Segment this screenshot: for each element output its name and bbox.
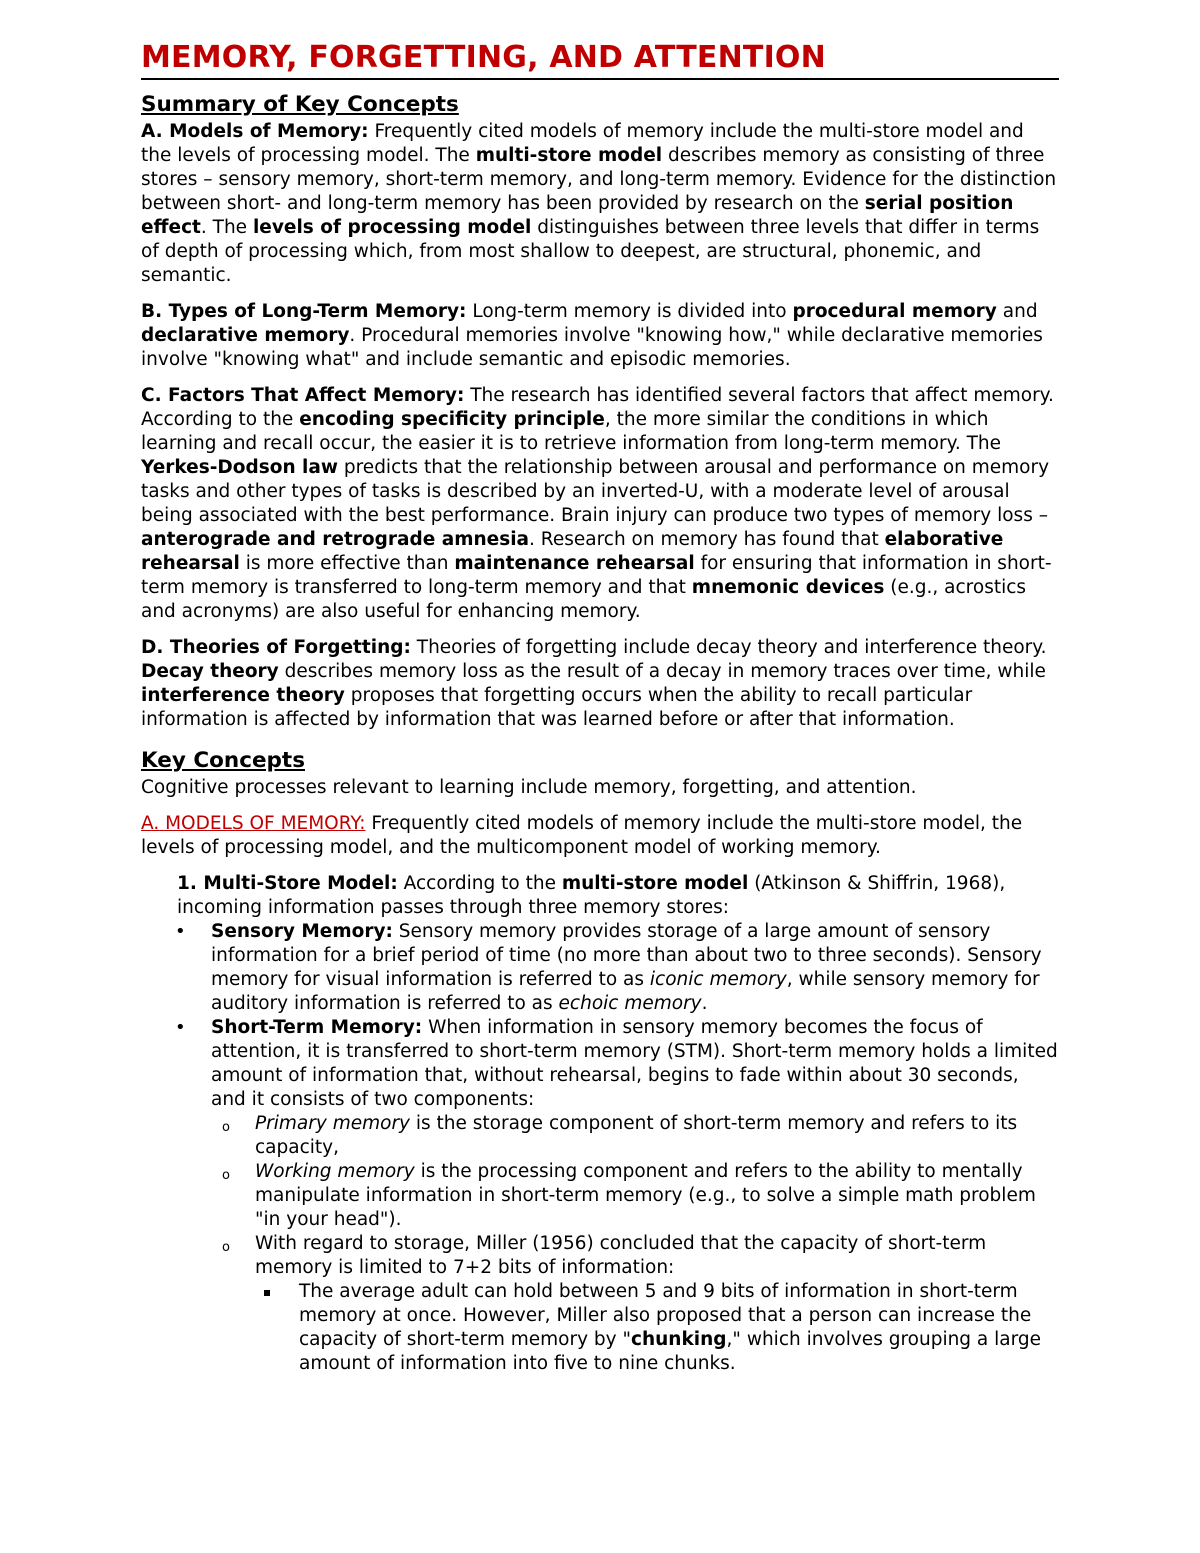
- multi-store-label: 1. Multi-Store Model:: [177, 873, 398, 894]
- term-chunking: chunking: [631, 1329, 727, 1350]
- key-concepts-heading: Key Concepts: [141, 748, 306, 773]
- chunking-text: The average adult can hold between 5 and 9 bits of information in short-term memory at once. However, Miller also proposed that a person can increase the capacity of short-term memory by ": [299, 1281, 1032, 1350]
- term-declarative-memory: declarative memory: [141, 325, 350, 346]
- summary-a-text: . The: [200, 217, 253, 238]
- term-iconic-memory: iconic memory: [649, 969, 787, 990]
- summary-heading: Summary of Key Concepts: [141, 92, 459, 117]
- summary-a-text: Frequently cited models of memory include the multi-store model and the levels of processing model. The: [141, 121, 1024, 166]
- working-memory-text: is the processing component and refers to the ability to mentally manipulate information in short-term memory (e.g., to solve a simple math problem "in your head").: [255, 1161, 1036, 1230]
- document-page: [141, 38, 1059, 1376]
- summary-a-text: describes memory as consisting of three stores – sensory memory, short-term memory, and long-term memory. Evidence for the distinction between short- and long-term memory has been provided by research on the: [141, 145, 1057, 214]
- summary-a-text: distinguishes between three levels that differ in terms of depth of processing which, from most shallow to deepest, are structural, phonemic, and semantic.: [141, 217, 1040, 286]
- bullet-marker: •: [175, 1017, 186, 1038]
- term-serial-position-effect: serial position effect: [141, 193, 1014, 238]
- document-title: MEMORY, FORGETTING, AND ATTENTION: [141, 38, 1059, 80]
- summary-d-label: D. Theories of Forgetting:: [141, 637, 411, 658]
- storage-text: With regard to storage, Miller (1956) concluded that the capacity of short-term memory is limited to 7+2 bits of information:: [255, 1233, 987, 1278]
- summary-b-label: B. Types of Long-Term Memory:: [141, 301, 467, 322]
- sensory-memory-text: .: [701, 993, 708, 1014]
- term-mnemonic-devices: mnemonic devices: [691, 577, 885, 598]
- list-item-short-term-memory: [141, 1016, 1059, 1112]
- summary-c-text: predicts that the relationship between arousal and performance on memory tasks and other types of tasks is described by an inverted-U, with a moderate level of arousal being associated with the best performance. Brain injury can produce two types of memory loss –: [141, 457, 1050, 526]
- term-amnesia: anterograde and retrograde amnesia: [141, 529, 530, 550]
- term-maintenance-rehearsal: maintenance rehearsal: [454, 553, 695, 574]
- summary-c-text: The research has identified several factors that affect memory. According to the: [141, 385, 1054, 430]
- chunking-text: ," which involves grouping a large amount of information into five to nine chunks.: [299, 1329, 1042, 1374]
- term-echoic-memory: echoic memory: [558, 993, 702, 1014]
- sensory-memory-text: Sensory memory provides storage of a large amount of sensory information for a brief period of time (no more than about two to three seconds). Sensory memory for visual information is referred to as: [211, 921, 1042, 990]
- sub-bullet-marker: o: [222, 1120, 230, 1135]
- sensory-memory-label: Sensory Memory:: [211, 921, 393, 942]
- memory-stores-list: [141, 920, 1059, 1376]
- models-of-memory-label: A. MODELS OF MEMORY:: [141, 813, 366, 834]
- summary-d-text: describes memory loss as the result of a decay in memory traces over time, while: [278, 661, 1046, 682]
- list-item-sensory-memory: [141, 920, 1059, 1016]
- key-concepts-intro: Cognitive processes relevant to learning include memory, forgetting, and attention.: [141, 777, 917, 798]
- term-levels-of-processing: levels of processing model: [252, 217, 532, 238]
- term-decay-theory: Decay theory: [141, 661, 279, 682]
- term-primary-memory: Primary memory: [255, 1113, 410, 1134]
- bullet-marker: •: [175, 921, 186, 942]
- term-encoding-specificity: encoding specificity principle: [299, 409, 605, 430]
- term-interference-theory: interference theory: [141, 685, 345, 706]
- summary-paragraph-c: [141, 384, 1059, 624]
- term-elaborative-rehearsal: elaborative rehearsal: [141, 529, 1004, 574]
- multi-store-paragraph: [141, 872, 1059, 920]
- summary-b-text: Long-term memory is divided into: [466, 301, 793, 322]
- term-multi-store-model: multi-store model: [475, 145, 663, 166]
- short-term-memory-label: Short-Term Memory:: [211, 1017, 423, 1038]
- short-term-memory-text: When information in sensory memory becomes the focus of attention, it is transferred to short-term memory (STM). Short-term memory holds a limited amount of information that, without rehearsal, begins to fade within about 30 seconds, and it consists of two components:: [211, 1017, 1058, 1110]
- sensory-memory-text: , while sensory memory for auditory information is referred to as: [211, 969, 1040, 1014]
- sub-item-working-memory: [141, 1160, 1059, 1232]
- term-multi-store-model: multi-store model: [561, 873, 749, 894]
- term-working-memory: Working memory: [255, 1161, 415, 1182]
- models-of-memory-text: Frequently cited models of memory include the multi-store model, the levels of processing model, and the multicomponent model of working memory.: [141, 813, 1023, 858]
- summary-c-text: , the more similar the conditions in which learning and recall occur, the easier it is to retrieve information from long-term memory. The: [141, 409, 1002, 454]
- term-yerkes-dodson: Yerkes-Dodson law: [141, 457, 338, 478]
- term-procedural-memory: procedural memory: [792, 301, 997, 322]
- summary-d-text: proposes that forgetting occurs when the ability to recall particular information is affected by information that was learned before or after that information.: [141, 685, 973, 730]
- summary-c-text: . Research on memory has found that: [529, 529, 885, 550]
- multi-store-text: According to the: [397, 873, 562, 894]
- sub-bullet-marker: o: [222, 1168, 230, 1183]
- summary-b-text: and: [996, 301, 1038, 322]
- summary-c-text: is more effective than: [239, 553, 455, 574]
- multi-store-text: (Atkinson & Shiffrin, 1968), incoming information passes through three memory stores:: [177, 873, 1006, 918]
- summary-paragraph-a: [141, 120, 1059, 288]
- summary-b-text: . Procedural memories involve "knowing how," while declarative memories involve "knowing what" and include semantic and episodic memories.: [141, 325, 1043, 370]
- summary-d-text: Theories of forgetting include decay theory and interference theory.: [410, 637, 1047, 658]
- sub-bullet-marker: o: [222, 1240, 230, 1255]
- sub-sub-item-chunking: [141, 1280, 1059, 1376]
- summary-c-text: for ensuring that information in short-term memory is transferred to long-term memory and that: [141, 553, 1052, 598]
- square-bullet-marker: [264, 1290, 270, 1296]
- summary-a-label: A. Models of Memory:: [141, 121, 369, 142]
- summary-c-text: (e.g., acrostics and acronyms) are also useful for enhancing memory.: [141, 577, 1027, 622]
- summary-c-label: C. Factors That Affect Memory:: [141, 385, 465, 406]
- summary-paragraph-b: [141, 300, 1059, 372]
- summary-paragraph-d: [141, 636, 1059, 732]
- sub-item-storage: [141, 1232, 1059, 1280]
- sub-item-primary-memory: [141, 1112, 1059, 1160]
- models-of-memory-paragraph: [141, 812, 1059, 860]
- primary-memory-text: is the storage component of short-term memory and refers to its capacity,: [255, 1113, 1018, 1158]
